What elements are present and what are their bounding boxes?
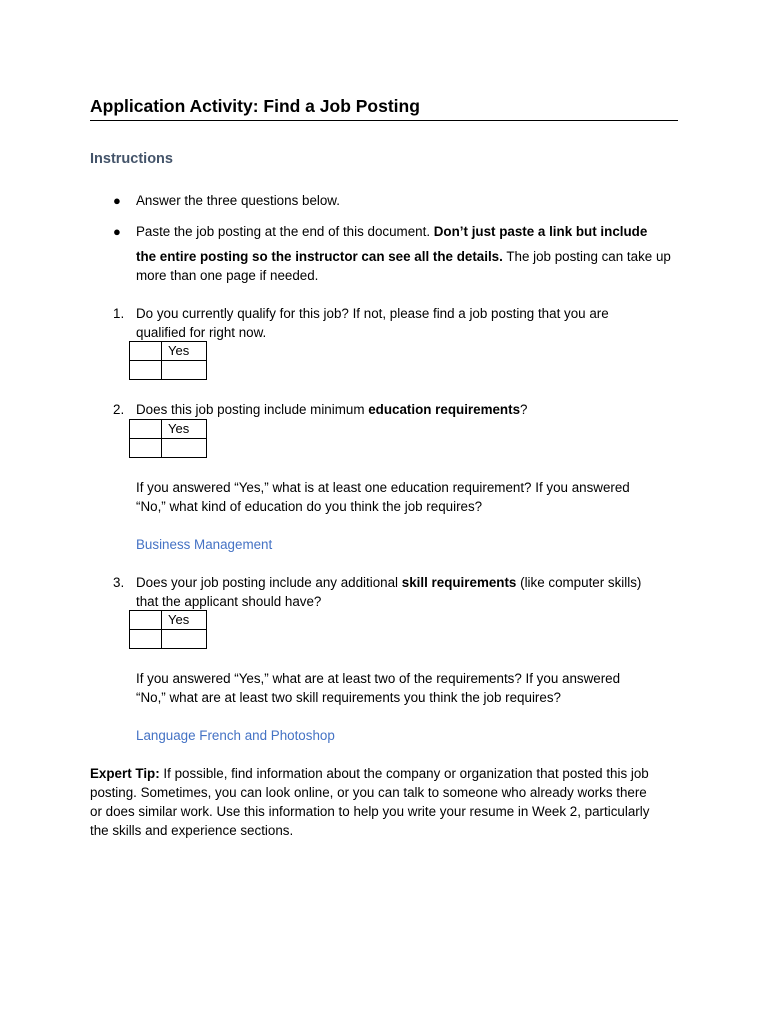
yes-label: Yes (162, 420, 207, 439)
question-3-text: Does your job posting include any additional skill requirements (like computer skills) (136, 575, 642, 590)
yes-checkbox-cell[interactable] (130, 342, 162, 361)
yes-label: Yes (162, 342, 207, 361)
bullet-text: Answer the three questions below. (136, 193, 340, 208)
page-title: Application Activity: Find a Job Posting (90, 95, 678, 121)
bullet-marker: ● (113, 193, 121, 208)
question-1-text: Do you currently qualify for this job? If not, please find a job posting that you are (136, 306, 609, 321)
expert-tip-text: the skills and experience sections. (90, 823, 294, 838)
question-number: 3. (113, 575, 125, 590)
question-2-answer-table (129, 419, 207, 458)
question-2-followup: If you answered “Yes,” what is at least one education requirement? If you answered (136, 480, 630, 495)
question-3-answer[interactable]: Language French and Photoshop (136, 728, 335, 743)
question-3-followup: If you answered “Yes,” what are at least two of the requirements? If you answered (136, 671, 621, 686)
expert-tip-text: or does similar work. Use this information to help you write your resume in Week 2, particularly (90, 804, 650, 819)
bullet-text-line: the entire posting so the instructor can see all the details. The job posting can take up (136, 249, 671, 264)
question-2-text: Does this job posting include minimum education requirements? (136, 402, 528, 417)
instructions-heading: Instructions (90, 151, 173, 167)
blank-checkbox-cell[interactable] (130, 361, 162, 380)
expert-tip-text: posting. Sometimes, you can look online, or you can talk to someone who already works there (90, 785, 647, 800)
blank-checkbox-cell[interactable] (130, 439, 162, 458)
question-3-followup: “No,” what are at least two skill requirements you think the job requires? (136, 690, 561, 705)
question-3-text: that the applicant should have? (136, 594, 322, 609)
blank-cell[interactable] (162, 439, 207, 458)
question-2-answer[interactable]: Business Management (136, 537, 273, 552)
bullet-text-line: Paste the job posting at the end of this document. Don’t just paste a link but include (136, 224, 648, 239)
blank-cell[interactable] (162, 361, 207, 380)
expert-tip-text: Expert Tip: If possible, find information about the company or organization that posted this job (90, 766, 649, 781)
question-1-text: qualified for right now. (136, 325, 267, 340)
expert-tip-label: Expert Tip: (90, 766, 160, 781)
question-1-answer-table (129, 341, 207, 380)
question-number: 1. (113, 306, 125, 321)
yes-checkbox-cell[interactable] (130, 420, 162, 439)
question-2-followup: “No,” what kind of education do you think the job requires? (136, 499, 483, 514)
yes-label: Yes (162, 611, 207, 630)
blank-checkbox-cell[interactable] (130, 630, 162, 649)
question-3-answer-table (129, 610, 207, 649)
question-number: 2. (113, 402, 125, 417)
blank-cell[interactable] (162, 630, 207, 649)
yes-checkbox-cell[interactable] (130, 611, 162, 630)
bullet-marker: ● (113, 224, 121, 239)
bullet-text-line: more than one page if needed. (136, 268, 319, 283)
